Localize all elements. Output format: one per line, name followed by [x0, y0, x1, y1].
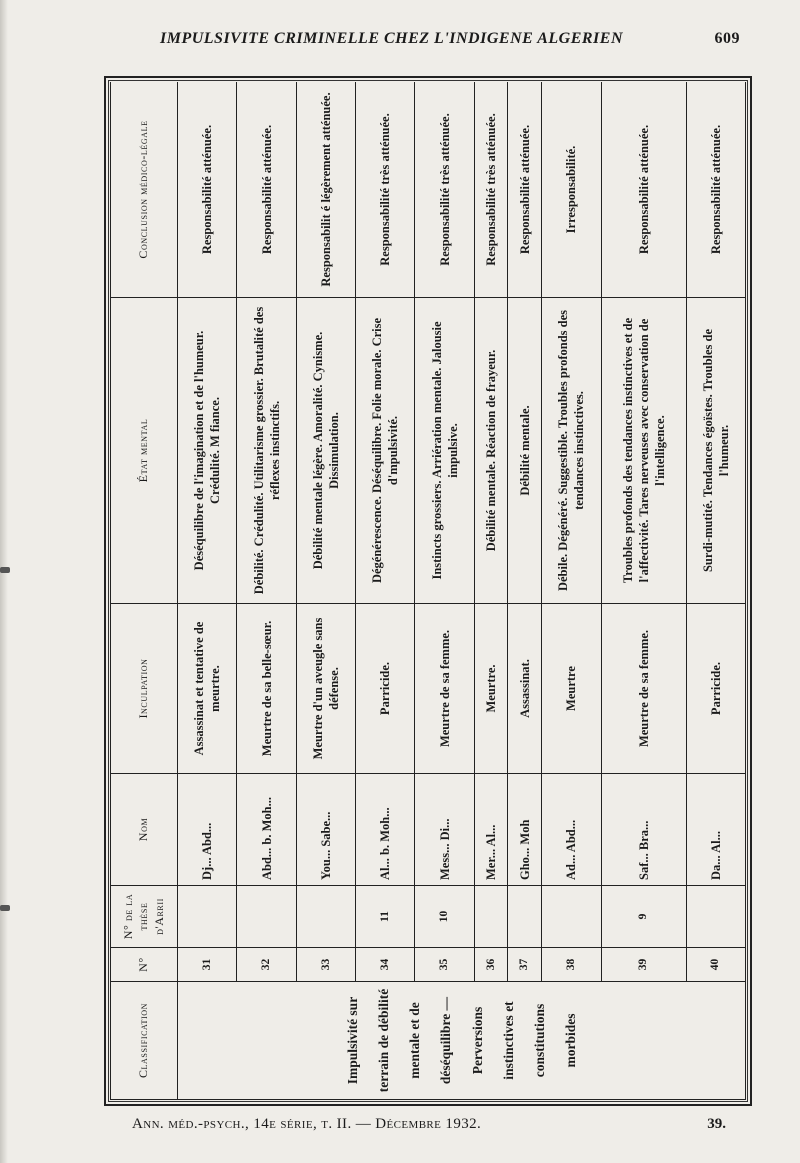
etat-mental-cell: Troubles profonds des tendances instinctives et de l'affectivité. Tares nerveuses avec conservation de l'intelligence. — [601, 298, 686, 604]
running-title: IMPULSIVITE CRIMINELLE CHEZ L'INDIGENE ALGERIEN — [160, 30, 623, 47]
conclusion-cell: Responsabilité atténuée. — [237, 82, 296, 298]
conclusion-cell: Responsabilité très atténuée. — [474, 82, 508, 298]
table-row — [474, 82, 508, 1100]
etat-mental-cell: Dégénérescence. Déséquilibre. Folie morale. Crise d'mpulsivité. — [356, 298, 415, 604]
col-header-number: N° — [111, 948, 178, 982]
these-number — [237, 886, 296, 948]
case-number: 35 — [415, 948, 474, 982]
conclusion-cell: Irresponsabilité. — [542, 82, 601, 298]
binding-clip — [0, 905, 10, 911]
case-number: 32 — [237, 948, 296, 982]
page-footer — [120, 1116, 740, 1138]
case-name: Ad... Abd... — [542, 774, 601, 886]
table-row — [356, 82, 415, 1100]
running-header — [150, 30, 740, 50]
inculpation-cell: Meurtre. — [474, 604, 508, 774]
table-row — [237, 82, 296, 1100]
col-header-conclusion: Conclusion médico-légale — [111, 82, 178, 298]
these-number — [474, 886, 508, 948]
case-number: 38 — [542, 948, 601, 982]
etat-mental-cell: Débilité. Crédulité. Utilitarisme grossier. Brutalité des réflexes instinctifs. — [237, 298, 296, 604]
conclusion-cell: Responsabilité atténuée. — [601, 82, 686, 298]
inculpation-cell: Parricide. — [686, 604, 745, 774]
inculpation-cell: Meurtre de sa belle-sœur. — [237, 604, 296, 774]
table-header-row — [111, 82, 178, 1100]
case-number: 34 — [356, 948, 415, 982]
these-number: 11 — [356, 886, 415, 948]
table-row — [542, 82, 601, 1100]
page-number: 609 — [714, 30, 740, 47]
inculpation-cell: Meurtre d'un aveugle sans défense. — [296, 604, 355, 774]
these-number — [178, 886, 237, 948]
classification-cell: Impulsivité sur terrain de débilité mentale et de déséquilibre — Perversions instinctives et constitutions morbides — [178, 982, 746, 1100]
table-row — [415, 82, 474, 1100]
rotated-table-host — [110, 82, 746, 1100]
case-name: Da... Al... — [686, 774, 745, 886]
conclusion-cell: Responsabilité atténuée. — [508, 82, 542, 298]
table-row — [296, 82, 355, 1100]
col-header-classification: Classification — [111, 982, 178, 1100]
col-header-nom: Nom — [111, 774, 178, 886]
case-name: Abd... b. Moh... — [237, 774, 296, 886]
these-number — [296, 886, 355, 948]
case-name: Mess... Di... — [415, 774, 474, 886]
case-name: Saf... Bra... — [601, 774, 686, 886]
etat-mental-cell: Débilité mentale légère. Amoralité. Cynisme. Dissimulation. — [296, 298, 355, 604]
inculpation-cell: Meurtre — [542, 604, 601, 774]
etat-mental-cell: Débilité mentale. Réaction de frayeur. — [474, 298, 508, 604]
these-number — [542, 886, 601, 948]
inculpation-cell: Meurtre de sa femme. — [601, 604, 686, 774]
case-name: Al... b. Moh... — [356, 774, 415, 886]
case-number: 33 — [296, 948, 355, 982]
these-number — [508, 886, 542, 948]
journal-citation: Ann. méd.-psych., 14e série, t. II. — Décembre 1932. — [132, 1116, 482, 1132]
case-number: 36 — [474, 948, 508, 982]
etat-mental-cell: Débile. Dégénéré. Suggestible. Troubles profonds des tendances instinctives. — [542, 298, 601, 604]
inculpation-cell: Parricide. — [356, 604, 415, 774]
conclusion-cell: Responsabilité très atténuée. — [415, 82, 474, 298]
case-name: Gho... Moh — [508, 774, 542, 886]
these-number: 10 — [415, 886, 474, 948]
conclusion-cell: Responsabilité atténuée. — [686, 82, 745, 298]
case-table — [110, 82, 746, 1100]
col-header-inculpation: Inculpation — [111, 604, 178, 774]
col-header-etat-mental: État mental — [111, 298, 178, 604]
signature-mark: 39. — [707, 1116, 726, 1132]
case-name: Mer... Al... — [474, 774, 508, 886]
case-number: 40 — [686, 948, 745, 982]
etat-mental-cell: Instincts grossiers. Arriération mentale. Jalousie impulsive. — [415, 298, 474, 604]
table-row — [178, 82, 237, 1100]
case-name: You... Sabe... — [296, 774, 355, 886]
table-row — [601, 82, 686, 1100]
these-number: 9 — [601, 886, 686, 948]
conclusion-cell: Responsabilit é légèrement atténuée. — [296, 82, 355, 298]
case-number: 39 — [601, 948, 686, 982]
table-row — [508, 82, 542, 1100]
rotated-table — [110, 82, 746, 1100]
etat-mental-cell: Surdi-mutité. Tendances égoïstes. Troubles de l'humeur. — [686, 298, 745, 604]
etat-mental-cell: Débilité mentale. — [508, 298, 542, 604]
table-row — [686, 82, 745, 1100]
conclusion-cell: Responsabilité atténuée. — [178, 82, 237, 298]
col-header-these: N° de la thèse d'Arrii — [111, 886, 178, 948]
inculpation-cell: Assassinat et tentative de meurtre. — [178, 604, 237, 774]
case-number: 31 — [178, 948, 237, 982]
table-frame — [104, 76, 752, 1106]
inculpation-cell: Assassinat. — [508, 604, 542, 774]
case-name: Dj... Abd... — [178, 774, 237, 886]
binding-clip — [0, 567, 10, 573]
conclusion-cell: Responsabilité très atténuée. — [356, 82, 415, 298]
these-number — [686, 886, 745, 948]
inculpation-cell: Meurtre de sa femme. — [415, 604, 474, 774]
case-number: 37 — [508, 948, 542, 982]
etat-mental-cell: Déséquilibre de l'imagination et de l'humeur. Crédulité. M fiance. — [178, 298, 237, 604]
